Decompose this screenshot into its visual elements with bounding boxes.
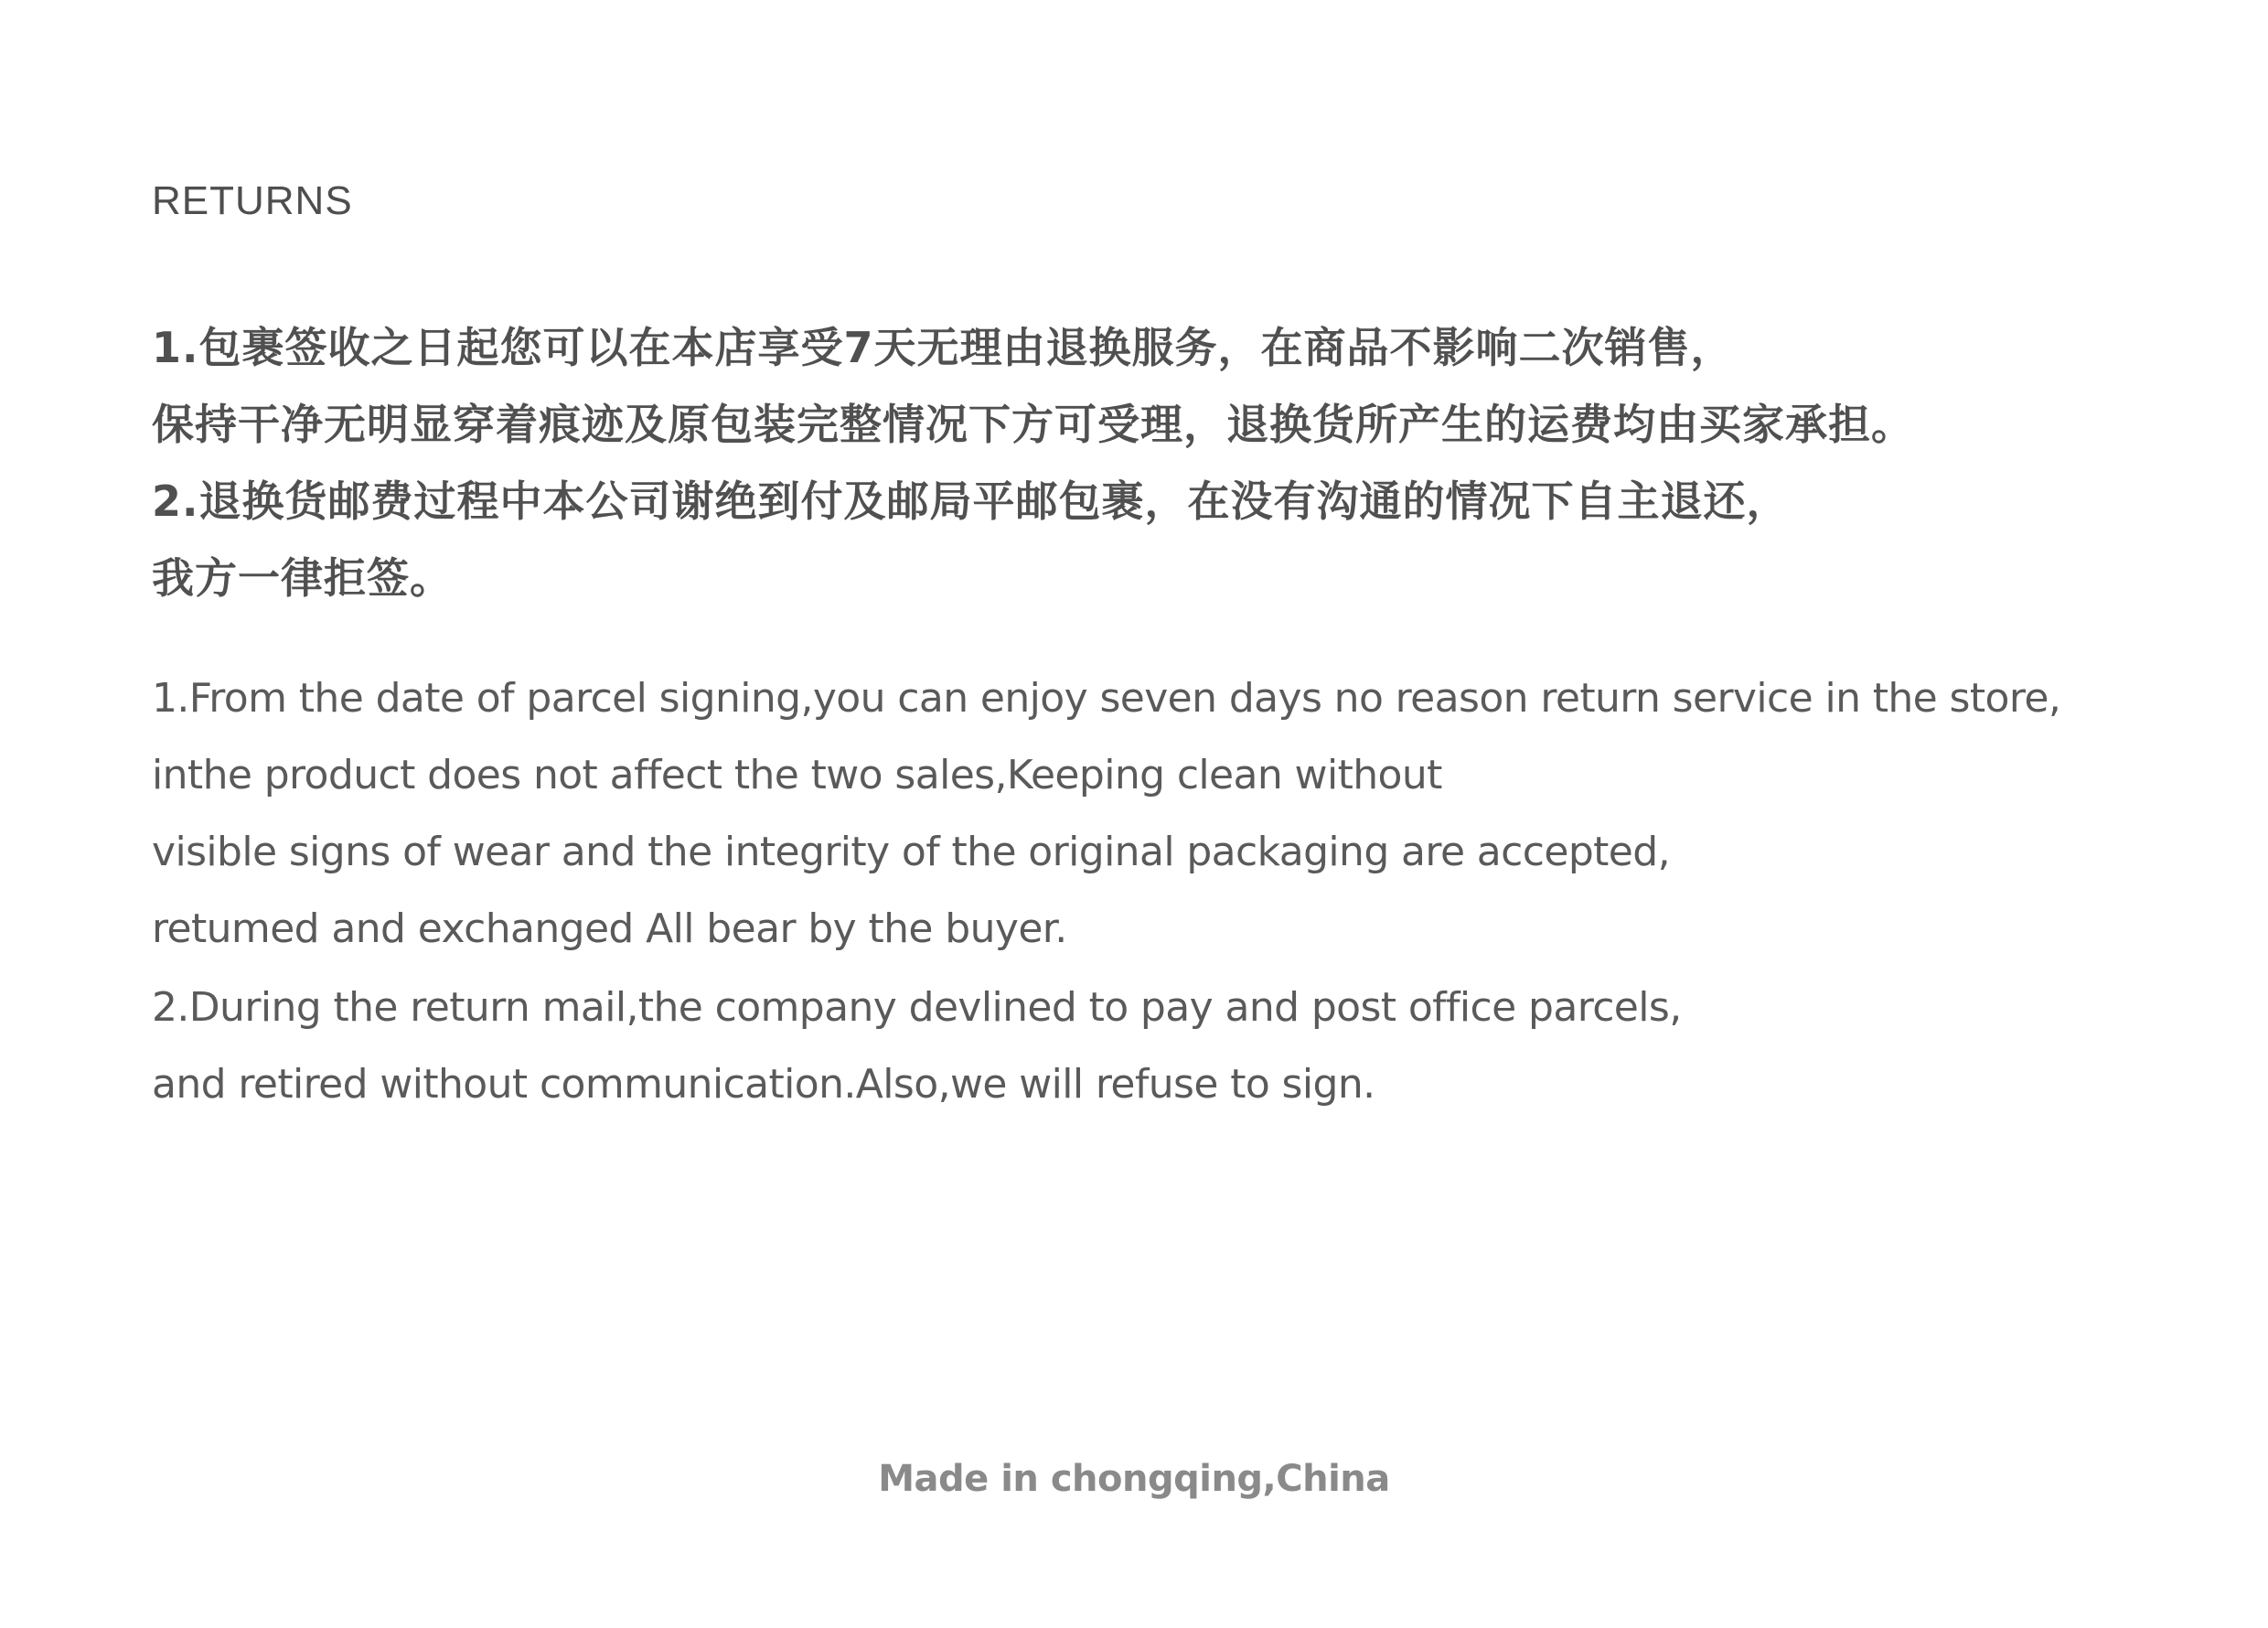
chinese-line: 1.包裹签收之日起您可以在本店享受7天无理由退换服务，在商品不影响二次销售， (152, 323, 1734, 372)
chinese-policy-text (152, 309, 2209, 616)
chinese-line: 保持干净无明显穿着痕迹及原包装完整情况下方可受理，退换货所产生的运费均由买家承担。 (152, 400, 1914, 449)
english-line: visible signs of wear and the integrity of the original packaging are accepted, (152, 829, 1670, 875)
footer-origin-text: Made in chongqing,China (878, 1458, 1390, 1500)
chinese-line: 我方一律拒签。 (152, 553, 453, 603)
english-line: 2.During the return mail,the company devlined to pay and post office parcels, (152, 984, 1682, 1031)
english-line: retumed and exchanged All bear by the buyer. (152, 905, 1067, 952)
english-policy-text (152, 660, 2246, 1123)
english-line: and retired without communication.Also,we will refuse to sign. (152, 1061, 1375, 1108)
english-line: 1.From the date of parcel signing,you can enjoy seven days no reason return service in the store, (152, 675, 2061, 722)
page-title: RETURNS (152, 178, 353, 223)
chinese-line: 2.退换货邮费过程中本公司谢绝到付及邮局平邮包裹，在没有沟通的情况下自主退还， (152, 477, 1790, 526)
english-line: inthe product does not affect the two sales,Keeping clean without (152, 752, 1442, 798)
